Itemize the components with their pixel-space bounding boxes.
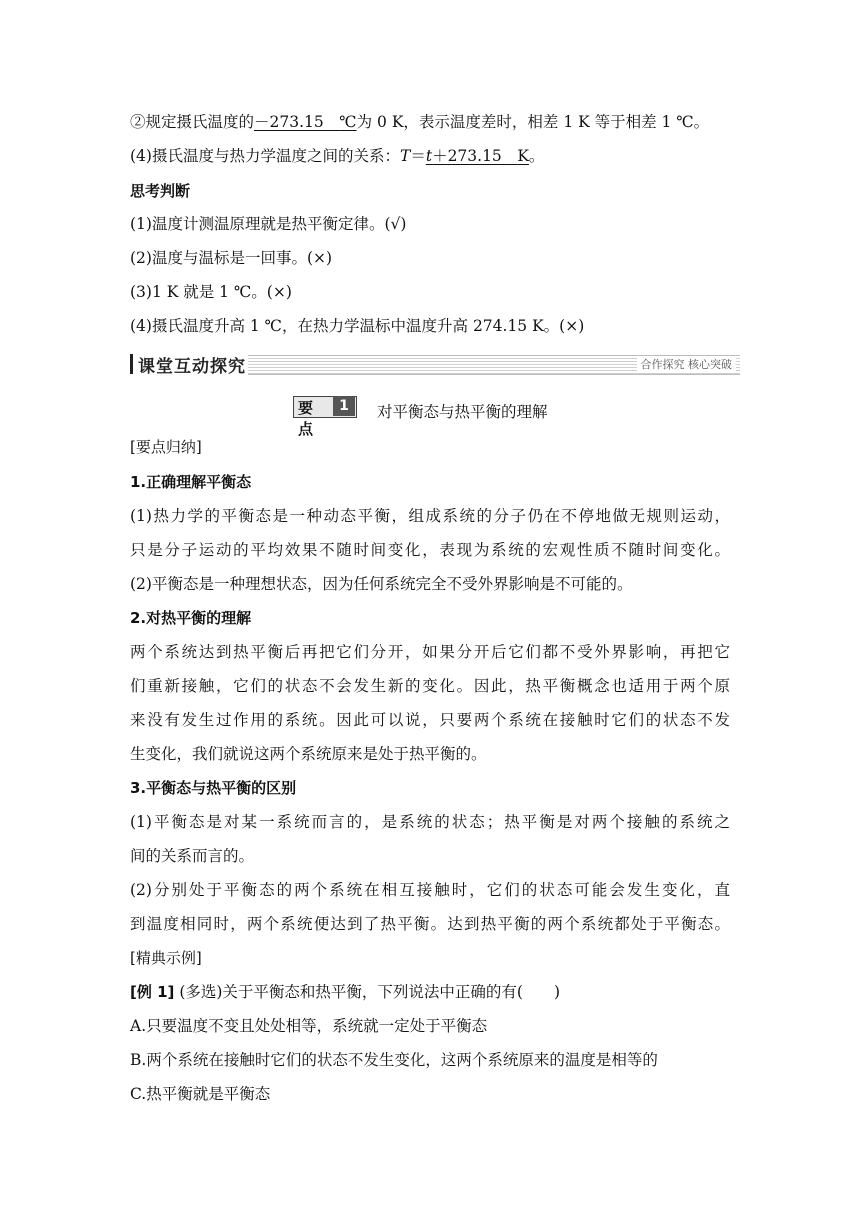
judge-item: (3)1 K 就是 1 ℃。(×) [130,283,292,301]
fill-blank-answer: －273.15 [254,113,340,131]
section-title: 3.平衡态与热平衡的区别 [130,779,297,797]
paragraph-line: (1)平衡态是对某一系统而言的，是系统的状态；热平衡是对两个接触的系统之 [130,813,730,831]
paragraph-line: 只是分子运动的平均效果不随时间变化，表现为系统的宏观性质不随时间变化。 [130,541,730,559]
paragraph-line: 们重新接触，它们的状态不会发生新的变化。因此，热平衡概念也适用于两个原 [130,677,730,695]
answer-option: C.热平衡就是平衡态 [130,1085,271,1103]
symbol-t: t [425,147,433,165]
banner-title: 课堂互动探究 [138,357,246,377]
paragraph-line: 生变化，我们就说这两个系统原来是处于热平衡的。 [130,745,487,763]
temperature-relation-line [130,146,730,166]
judge-item: (1)温度计测温原理就是热平衡定律。(√) [130,215,407,233]
banner-subtitle: 合作探究 核心突破 [637,356,737,372]
keypoint-number: 1 [333,396,355,416]
text-segment: (4)摄氏温度与热力学温度之间的关系： [130,147,400,165]
answer-option: B.两个系统在接触时它们的状态不发生变化，这两个系统原来的温度是相等的 [130,1051,658,1069]
banner-bar [130,354,133,374]
keypoint-label: 要点 [298,399,314,438]
equals-sign: ＝ [410,147,426,165]
paragraph-line: 来没有发生过作用的系统。因此可以说，只要两个系统在接触时它们的状态不发 [130,711,730,729]
celsius-definition-line [130,112,730,132]
text-segment: 。 [528,147,545,165]
judge-item: (2)温度与温标是一回事。(×) [130,249,333,267]
answer-option: A.只要温度不变且处处相等，系统就一定处于平衡态 [130,1017,488,1035]
symbol-T: T [399,147,411,165]
paragraph-line: 到温度相同时，两个系统便达到了热平衡。达到热平衡的两个系统都处于平衡态。 [130,915,730,933]
example-tag: [例 1] [130,983,175,1001]
example-heading: [精典示例] [130,949,202,967]
paragraph-line: (2)分别处于平衡态的两个系统在相互接触时，它们的状态可能会发生变化，直 [130,881,730,899]
section-title: 1.正确理解平衡态 [130,473,252,491]
judge-heading: 思考判断 [130,182,191,200]
paragraph-line: 间的关系而言的。 [130,847,255,865]
example-stem: (多选)关于平衡态和热平衡，下列说法中正确的有( ) [179,983,561,1001]
paragraph-line: (1)热力学的平衡态是一种动态平衡，组成系统的分子仍在不停地做无规则运动， [130,507,730,525]
section-title: 2.对热平衡的理解 [130,609,252,627]
keypoint-title: 对平衡态与热平衡的理解 [377,403,548,421]
unit-celsius: ℃ [339,113,357,131]
paragraph-line: (2)平衡态是一种理想状态，因为任何系统完全不受外界影响是不可能的。 [130,575,633,593]
example-question [130,982,730,1002]
paragraph-line: 两个系统达到热平衡后再把它们分开，如果分开后它们都不受外界影响，再把它 [130,643,730,661]
text-segment: ②规定摄氏温度的 [130,113,255,131]
fill-blank-answer: ＋273.15 [432,147,518,165]
summary-heading: [要点归纳] [130,438,202,456]
section-banner [130,351,740,377]
unit-kelvin: K [517,147,529,165]
text-segment: 为 0 K，表示温度差时，相差 1 K 等于相差 1 ℃。 [356,113,710,131]
judge-item: (4)摄氏温度升高 1 ℃，在热力学温标中温度升高 274.15 K。(×) [130,317,585,335]
